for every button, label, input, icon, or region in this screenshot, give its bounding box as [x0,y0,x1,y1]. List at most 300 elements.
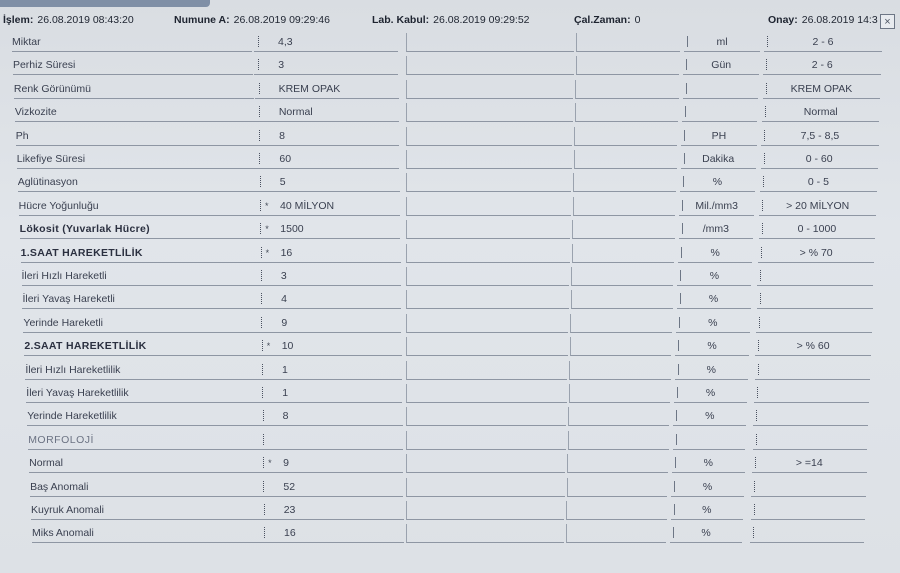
unit-value: % [707,340,717,353]
test-name: Perhiz Süresi [12,59,76,72]
result-value: 4 [281,293,287,306]
field-separator [678,340,680,351]
reference-cell [763,80,881,99]
note-field[interactable] [406,127,572,146]
unit-value: % [702,504,712,516]
note-field-2[interactable] [572,244,674,263]
table-row [0,218,900,241]
result-value: 16 [284,527,296,540]
field-separator [263,457,265,468]
unit-value: % [709,270,720,282]
field-separator [259,83,261,94]
field-separator [264,504,266,515]
note-field-2[interactable] [567,478,667,497]
unit-value: Gün [711,59,732,72]
reference-cell [757,290,873,309]
field-separator [683,176,685,187]
reference-cell [755,361,870,380]
field-separator [673,527,675,538]
field-separator [760,293,762,304]
test-name-cell [32,524,270,543]
field-separator [260,223,262,234]
result-value: 3 [280,270,287,282]
field-separator [684,153,686,164]
field-separator [258,59,260,70]
unit-cell [680,173,755,192]
field-separator [261,270,263,281]
field-separator [681,247,683,258]
reference-range: 2 - 6 [811,59,833,72]
result-field[interactable] [257,290,401,309]
reference-cell [751,501,865,520]
unit-value: ml [716,36,728,48]
note-field-2[interactable] [572,220,674,239]
table-row [0,382,900,405]
note-field-2[interactable] [574,150,677,169]
unit-value: % [708,293,719,306]
test-name-cell [18,173,257,192]
table-row [0,335,900,358]
field-separator [259,153,261,164]
result-value: 1 [282,363,288,376]
onay-label: Onay: [768,14,798,26]
note-field-2[interactable] [575,80,679,99]
field-separator [679,317,681,328]
field-separator [259,106,261,117]
result-value: 9 [281,316,288,329]
reference-range: KREM OPAK [790,82,853,95]
test-name: İleri Yavaş Hareketlilik [26,387,129,399]
field-separator [754,481,756,492]
field-separator [262,364,264,375]
note-field[interactable] [406,361,567,380]
result-field[interactable] [256,220,400,239]
close-icon[interactable]: × [880,14,895,29]
field-separator [263,410,265,421]
unit-value: Mil./mm3 [695,199,738,212]
note-field[interactable] [406,220,570,239]
test-name-cell [14,80,254,99]
field-separator [766,59,768,70]
reference-cell [759,220,875,239]
result-field[interactable] [255,103,399,122]
test-name: İleri Yavaş Hareketli [22,293,115,306]
note-field-2[interactable] [568,431,669,450]
table-row [0,288,900,311]
field-separator [263,434,265,445]
note-field-2[interactable] [576,33,680,52]
reference-cell [758,244,874,263]
test-name-cell [16,127,256,146]
unit-cell [683,56,759,75]
abnormal-mark: * [265,200,269,211]
abnormal-mark: * [265,224,269,235]
unit-value: % [710,246,720,259]
field-separator [261,293,263,304]
result-value: 4,3 [278,36,293,48]
field-separator [763,176,765,187]
unit-value: % [701,527,711,540]
note-field[interactable] [406,384,567,403]
test-name-cell [22,267,261,286]
result-value: Normal [278,106,313,119]
test-name: Baş Anomali [30,480,89,493]
table-row [0,54,900,77]
field-separator [758,364,760,375]
field-separator [757,387,759,398]
result-value: 8 [279,129,285,142]
reference-cell [763,56,881,75]
field-separator [262,387,264,398]
result-field[interactable] [259,431,403,450]
note-field-2[interactable] [569,361,670,380]
field-separator [677,387,679,398]
result-field[interactable] [254,33,398,52]
table-row [0,452,900,475]
test-name: Yerinde Hareketli [23,316,103,329]
field-separator [682,223,684,234]
result-value: 52 [283,480,296,493]
abnormal-mark: * [266,341,271,352]
field-separator [686,83,688,94]
reference-range: > % 70 [799,246,833,259]
field-separator [260,200,262,211]
note-field[interactable] [406,478,565,497]
test-name: Renk Görünümü [13,82,91,95]
test-name-cell [31,501,269,520]
note-field-2[interactable] [573,173,676,192]
table-row [0,265,900,288]
table-row [0,359,900,382]
unit-cell [679,197,754,216]
field-separator [261,247,263,258]
note-field-2[interactable] [575,103,678,122]
unit-cell [678,244,752,263]
reference-cell [762,103,879,122]
note-field-2[interactable] [570,314,672,333]
test-name: Normal [29,457,63,470]
test-name: Miks Anomali [32,527,94,540]
result-field[interactable] [259,454,403,473]
result-value: 8 [282,410,289,423]
numune-label: Numune A: [174,14,230,26]
result-field[interactable] [258,361,402,380]
unit-cell [683,80,759,99]
result-value: 16 [280,246,293,259]
field-separator [766,83,768,94]
test-name: İleri Hızlı Hareketli [21,270,107,282]
unit-value: % [705,410,715,423]
field-separator [684,130,686,141]
note-field[interactable] [406,454,565,473]
test-name-cell [19,197,258,216]
reference-cell [755,337,871,356]
test-name-cell [25,361,264,380]
field-separator [764,153,766,164]
field-separator [675,457,677,468]
test-name: İleri Hızlı Hareketlilik [25,363,121,376]
result-field[interactable] [260,524,404,543]
test-name-cell [23,314,262,333]
test-name-cell [30,478,268,497]
unit-value: % [705,387,716,399]
header-bar [0,10,900,32]
field-separator [680,293,682,304]
test-name-cell [12,33,252,52]
reference-range: 0 - 5 [807,176,829,189]
unit-value: PH [711,129,727,142]
note-field[interactable] [406,244,570,263]
lab-kabul-value: 26.08.2019 09:29:52 [433,14,530,26]
note-field[interactable] [406,80,573,99]
result-field[interactable] [255,80,399,99]
unit-cell [676,314,750,333]
result-value: 1 [282,387,289,399]
result-field[interactable] [256,197,400,216]
field-separator [264,527,266,538]
test-name: Hücre Yoğunluğu [18,199,99,212]
reference-cell [750,524,864,543]
reference-cell [759,197,876,216]
reference-cell [751,478,865,497]
reference-cell [757,267,873,286]
field-separator [762,200,764,211]
field-separator [259,130,261,141]
unit-cell [677,267,751,286]
reference-range: 0 - 1000 [797,223,837,236]
field-separator [754,504,756,515]
abnormal-mark: * [268,458,272,469]
reference-range: > 20 MİLYON [786,199,850,212]
field-separator [676,434,678,445]
field-separator [764,130,766,141]
test-name: Likefiye Süresi [16,153,86,165]
test-name: MORFOLOJİ [28,433,94,446]
test-name-cell [26,384,265,403]
note-field[interactable] [406,267,569,286]
reference-range: > =14 [795,457,823,470]
unit-cell [670,524,742,543]
unit-cell [677,290,751,309]
reference-cell [754,384,869,403]
note-field-2[interactable] [568,407,669,426]
table-row [0,148,900,171]
islem-info [3,14,134,26]
onay-value: 26.08.2019 14:3 [801,14,878,26]
table-row [0,312,900,335]
field-separator [756,410,758,421]
result-field[interactable] [254,56,398,75]
table-row [0,78,900,101]
result-value: 40 MİLYON [280,199,335,212]
cal-zaman-value: 0 [634,14,641,26]
note-field-2[interactable] [571,290,673,309]
table-row [0,242,900,265]
result-field[interactable] [259,407,403,426]
unit-cell [675,337,749,356]
note-field-2[interactable] [576,56,680,75]
reference-cell [753,407,868,426]
field-separator [263,481,265,492]
unit-cell [671,478,743,497]
field-separator [758,340,760,351]
note-field-2[interactable] [571,267,673,286]
field-separator [767,36,769,47]
unit-value: /mm3 [702,223,730,236]
field-separator [761,247,763,258]
test-name-cell [21,244,260,263]
table-row [0,499,900,522]
unit-cell [673,431,746,450]
result-value: KREM OPAK [278,82,341,95]
field-separator [686,59,688,70]
note-field[interactable] [406,431,566,450]
unit-cell [681,150,756,169]
test-name-cell [28,431,266,450]
field-separator [676,410,678,421]
note-field[interactable] [406,56,574,75]
test-name-cell [15,103,255,122]
note-field[interactable] [406,337,568,356]
result-field[interactable] [255,150,399,169]
note-field[interactable] [406,33,574,52]
note-field-2[interactable] [567,454,668,473]
note-field-2[interactable] [570,337,672,356]
reference-cell [761,150,878,169]
test-name-cell [13,56,253,75]
field-separator [680,270,682,281]
reference-range: 2 - 6 [812,36,834,48]
onay-info [768,14,878,26]
field-separator [260,176,262,187]
test-name: Aglütinasyon [17,176,78,189]
field-separator [682,200,684,211]
field-separator [674,481,676,492]
note-field-2[interactable] [574,127,677,146]
table-row [0,171,900,194]
table-row [0,429,900,452]
test-name-cell [27,407,265,426]
note-field[interactable] [406,314,568,333]
lab-kabul-label: Lab. Kabul: [372,14,430,26]
table-row [0,125,900,148]
result-field[interactable] [258,337,402,356]
test-name: Miktar [12,36,41,48]
field-separator [765,106,767,117]
note-field-2[interactable] [566,524,666,543]
reference-range: 0 - 60 [805,153,833,165]
reference-range: > % 60 [796,340,830,353]
note-field[interactable] [406,103,573,122]
note-field[interactable] [406,173,571,192]
note-field-2[interactable] [566,501,666,520]
test-name-cell [22,290,261,309]
result-field[interactable] [257,244,401,263]
note-field-2[interactable] [573,197,676,216]
lab-kabul-info [372,14,530,26]
unit-cell [673,407,746,426]
note-field[interactable] [406,501,564,520]
unit-cell [671,501,743,520]
table-row [0,31,900,54]
note-field[interactable] [406,290,569,309]
result-field[interactable] [255,127,399,146]
field-separator [756,434,758,445]
result-field[interactable] [257,267,401,286]
test-name: Ph [15,129,29,142]
result-value: 5 [279,176,286,189]
test-name-cell [24,337,263,356]
field-separator [755,457,757,468]
abnormal-mark: * [265,247,270,258]
note-field[interactable] [406,197,571,216]
unit-cell [672,454,745,473]
test-name-cell [20,220,259,239]
field-separator [762,223,764,234]
field-separator [674,504,676,515]
test-name-cell [17,150,257,169]
result-field[interactable] [256,173,400,192]
reference-cell [761,127,878,146]
result-value: 10 [281,340,294,353]
test-name: 2.SAAT HAREKETLİLİK [24,340,147,353]
unit-cell [675,361,748,380]
result-value: 23 [283,504,296,516]
reference-cell [752,454,867,473]
window-title-strip [0,0,210,7]
unit-value: % [706,363,716,376]
test-name-cell [29,454,267,473]
islem-value: 26.08.2019 08:43:20 [37,14,134,26]
field-separator [262,340,264,351]
field-separator [687,36,689,47]
unit-cell [674,384,747,403]
result-value: 3 [278,59,285,72]
field-separator [678,364,680,375]
result-field[interactable] [258,384,402,403]
note-field[interactable] [406,524,564,543]
unit-cell [681,127,756,146]
result-field[interactable] [257,314,401,333]
islem-label: İşlem: [3,14,34,26]
field-separator [261,317,263,328]
numune-value: 26.08.2019 09:29:46 [233,14,330,26]
result-value: 9 [283,457,289,470]
note-field[interactable] [406,150,572,169]
result-value: 1500 [280,223,304,236]
unit-value: % [702,480,713,493]
note-field[interactable] [406,407,566,426]
unit-value: % [703,457,713,470]
test-name: Kuyruk Anomali [31,504,104,516]
reference-cell [756,314,872,333]
unit-cell [679,220,753,239]
result-field[interactable] [259,478,403,497]
unit-cell [682,103,757,122]
table-row [0,195,900,218]
result-value: 60 [279,153,292,165]
cal-zaman-label: Çal.Zaman: [574,14,631,26]
table-row [0,476,900,499]
unit-value: % [712,176,723,189]
unit-cell [684,33,760,52]
reference-range: Normal [803,106,838,119]
numune-info [174,14,330,26]
test-name: Yerinde Hareketlilik [27,410,117,423]
note-field-2[interactable] [569,384,670,403]
reference-range: 7,5 - 8,5 [800,129,840,142]
result-field[interactable] [260,501,404,520]
